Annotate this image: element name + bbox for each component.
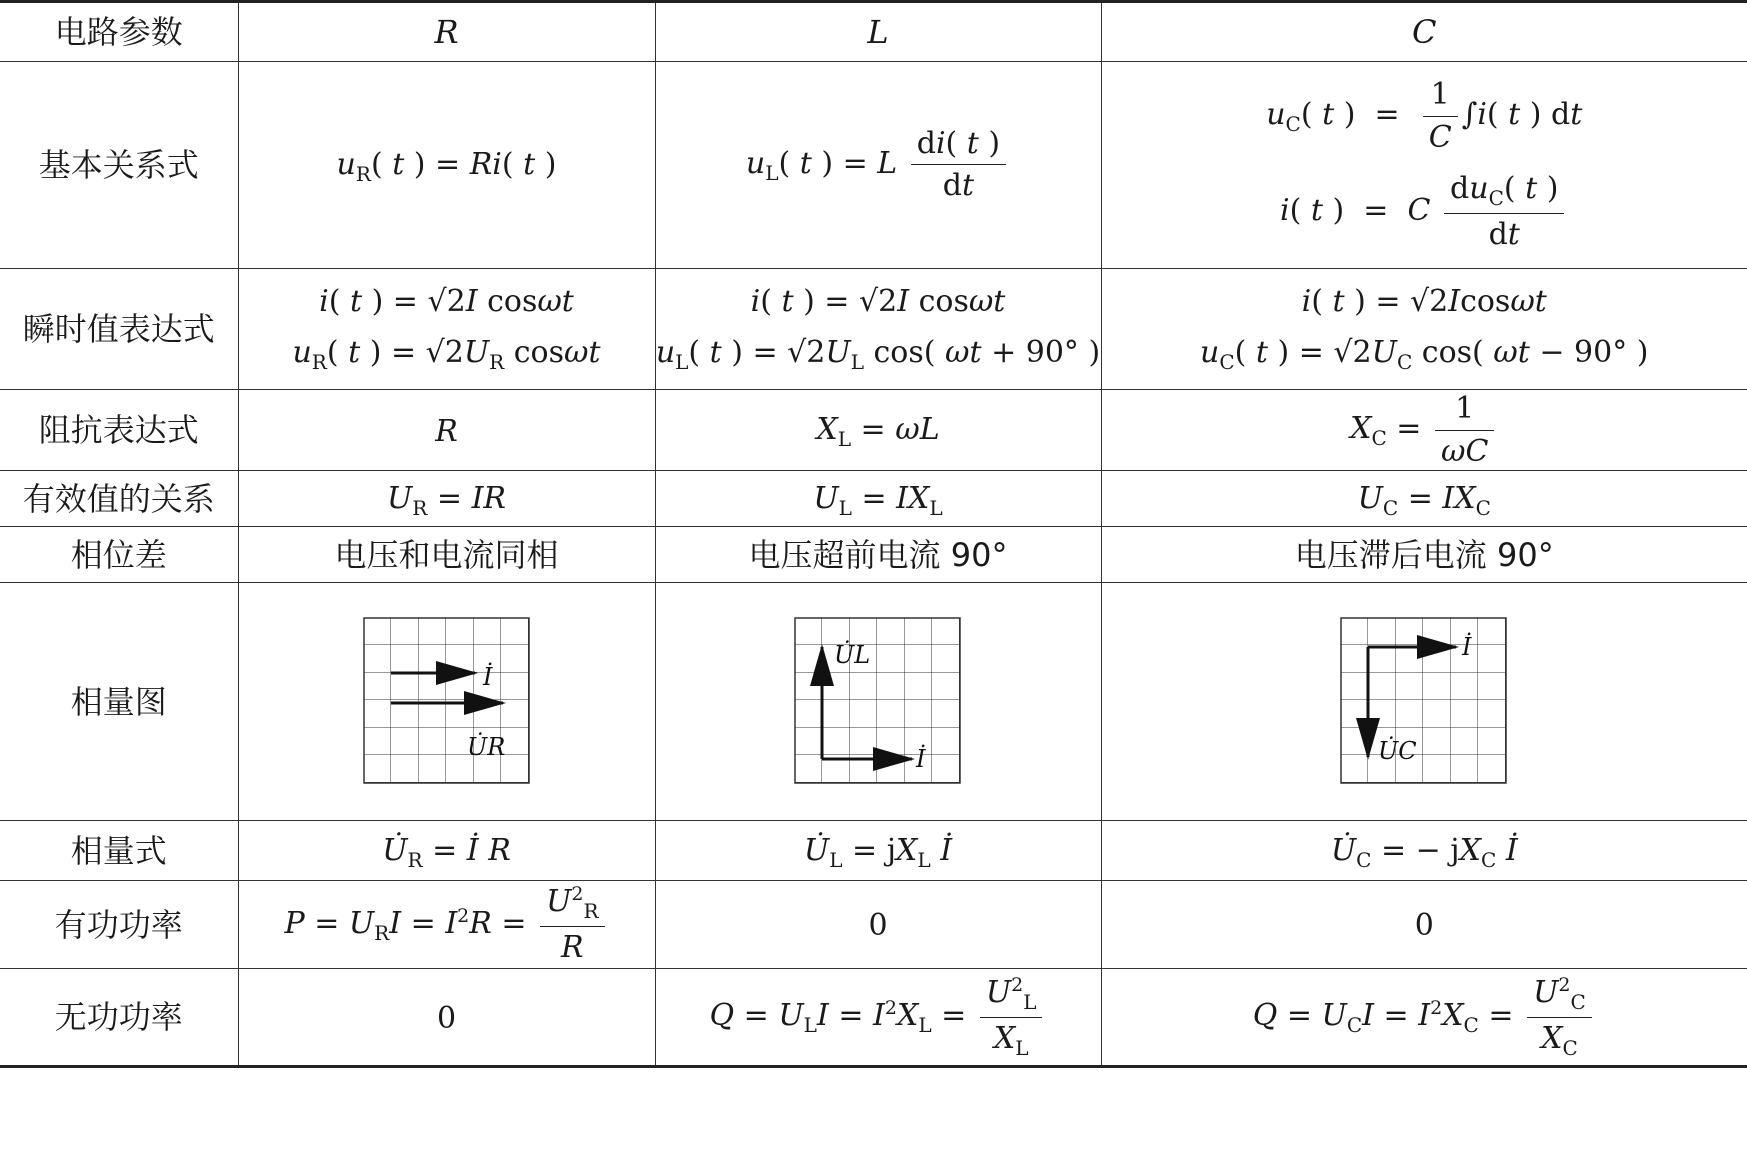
header-label: 电路参数 <box>0 2 238 62</box>
header-r: R <box>238 2 655 62</box>
phasor-r-current-label: İ <box>482 662 492 691</box>
diagram-r <box>238 583 655 821</box>
basic-relation-c: $u_C$( t ) = $\frac{1}{C}$ ∫i( t ) dt i( t ) = C $\frac{du_C( t )}{dt}$ <box>1101 62 1747 269</box>
active-power-row <box>0 881 1747 969</box>
impedance-c: $X_C$ = $\frac{1}{\omega C}$ <box>1101 390 1747 471</box>
instant-c: i( t ) = √2Icosωt $u_C$( t ) = $√2U_C$ cos( ωt − 90° ) <box>1101 268 1747 390</box>
diagram-row <box>0 583 1747 821</box>
rms-l: $U_L = IX_L$ <box>655 471 1101 527</box>
phase-r: 电压和电流同相 <box>238 527 655 583</box>
impedance-l: $X_L = \omega L$ <box>655 390 1101 471</box>
phasor-formula-label: 相量式 <box>0 821 238 881</box>
basic-relation-label: 基本关系式 <box>0 62 238 269</box>
reactive-power-c: $Q = U_CI = I^2X_C$ = $\frac{U^2_C}{X_C}$ <box>1101 969 1747 1067</box>
active-power-r: $P = U_RI = I^2R$ = $\frac{U^2_R}{R}$ <box>238 881 655 969</box>
phasor-r-voltage-label: U̇R <box>466 732 505 761</box>
diagram-c <box>1101 583 1747 821</box>
active-power-label: 有功功率 <box>0 881 238 969</box>
rms-c: $U_C = IX_C$ <box>1101 471 1747 527</box>
diagram-label: 相量图 <box>0 583 238 821</box>
instant-label: 瞬时值表达式 <box>0 268 238 390</box>
instant-row <box>0 268 1747 390</box>
active-power-l: 0 <box>655 881 1101 969</box>
reactive-power-l: $Q = U_LI = I^2X_L$ = $\frac{U^2_L}{X_L}$ <box>655 969 1101 1067</box>
basic-relation-r: $u_R$( t ) = Ri( t ) <box>238 62 655 269</box>
header-l: L <box>655 2 1101 62</box>
reactive-power-row <box>0 969 1747 1067</box>
phasor-c-current-label: İ <box>1462 632 1472 661</box>
phasor-l-voltage-label: U̇L <box>834 640 871 669</box>
basic-relation-l: $u_L$( t ) = L $\frac{di( t )}{dt}$ <box>655 62 1101 269</box>
phasor-formula-l: $U̇_L = jX_L$ İ <box>655 821 1101 881</box>
rms-label: 有效值的关系 <box>0 471 238 527</box>
header-c: C <box>1101 2 1747 62</box>
phase-c: 电压滞后电流 90° <box>1101 527 1747 583</box>
impedance-r: R <box>238 390 655 471</box>
rms-row <box>0 471 1747 527</box>
phase-l: 电压超前电流 90° <box>655 527 1101 583</box>
reactive-power-r: 0 <box>238 969 655 1067</box>
impedance-row <box>0 390 1747 471</box>
instant-r: i( t ) = √2I cosωt $u_R$( t ) = $√2U_R$ cosωt <box>238 268 655 390</box>
phasor-formula-r: $U̇_R$ = İ R <box>238 821 655 881</box>
phase-row <box>0 527 1747 583</box>
phasor-l-current-label: İ <box>916 744 926 773</box>
phasor-diagram-r <box>363 617 531 787</box>
phasor-diagram-c <box>1340 617 1508 787</box>
header-row <box>0 2 1747 62</box>
phasor-formula-row <box>0 821 1747 881</box>
phasor-diagram-l <box>794 617 962 787</box>
phasor-formula-c: $U̇_C$ = − $jX_C$ İ <box>1101 821 1747 881</box>
reactive-power-label: 无功功率 <box>0 969 238 1067</box>
active-power-c: 0 <box>1101 881 1747 969</box>
impedance-label: 阻抗表达式 <box>0 390 238 471</box>
instant-l: i( t ) = √2I cosωt $u_L$( t ) = $√2U_L$ cos( ωt + 90° ) <box>655 268 1101 390</box>
basic-relation-row <box>0 62 1747 269</box>
diagram-l <box>655 583 1101 821</box>
rms-r: $U_R$ = IR <box>238 471 655 527</box>
phase-label: 相位差 <box>0 527 238 583</box>
phasor-c-voltage-label: U̇C <box>1378 736 1417 765</box>
